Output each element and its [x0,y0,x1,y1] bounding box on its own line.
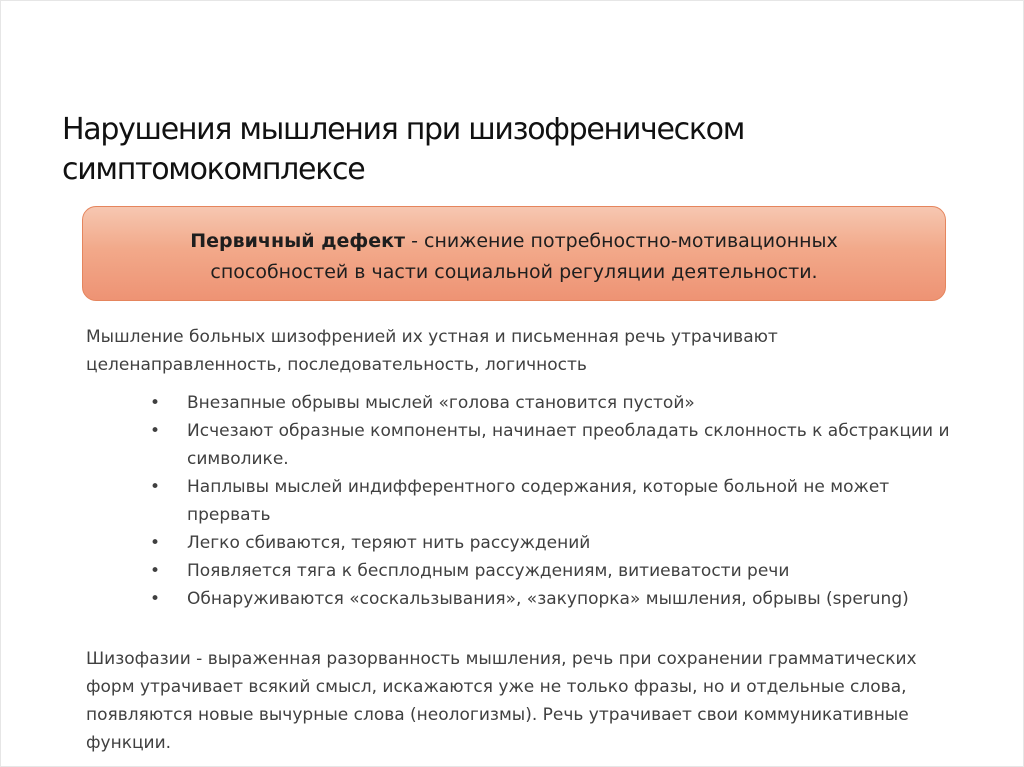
list-item [150,557,960,585]
primary-defect-callout [82,206,946,301]
bullet-marker: • [150,561,161,581]
title-line-1: Нарушения мышления при шизофреническом [62,112,745,147]
list-item [150,529,960,557]
bullet-marker: • [150,477,161,497]
list-item-text: Легко сбиваются, теряют нить рассуждений [187,533,591,553]
callout-line-2: способностей в части социальной регуляции деятельности. [210,261,818,283]
bullet-marker: • [150,393,161,413]
list-item-text: Обнаруживаются «соскальзывания», «закупорка» мышления, обрывы (sperung) [187,589,909,609]
list-item [150,389,960,417]
list-item-text: Наплывы мыслей индифферентного содержания, которые больной не может прервать [187,477,890,525]
callout-line-1: - снижение потребностно-мотивационных [405,230,838,252]
bullet-marker: • [150,589,161,609]
list-item-text: Исчезают образные компоненты, начинает преобладать склонность к абстракции и символике. [187,421,950,469]
list-item [150,417,960,473]
list-item-text: Появляется тяга к бесплодным рассуждениям, витиеватости речи [187,561,790,581]
symptom-list [150,389,960,613]
slide-title [62,110,942,190]
list-item [150,473,960,529]
list-item [150,585,960,613]
intro-paragraph: Мышление больных шизофренией их устная и письменная речь утрачивают целенаправленность, последовательность, логичность [86,327,778,375]
callout-term: Первичный дефект [190,230,406,252]
bullet-marker: • [150,421,161,441]
bullet-marker: • [150,533,161,553]
list-item-text: Внезапные обрывы мыслей «голова становится пустой» [187,393,695,413]
schizophasia-paragraph: Шизофазии - выраженная разорванность мышления, речь при сохранении грамматических форм утрачивает всякий смысл, искажаются уже не только фразы, но и отдельные слова, появляются новые вычурные слова (неологизмы). Речь утрачивает свои коммуникативные функции. [86,649,917,753]
title-line-2: симптомокомплексе [62,152,365,187]
